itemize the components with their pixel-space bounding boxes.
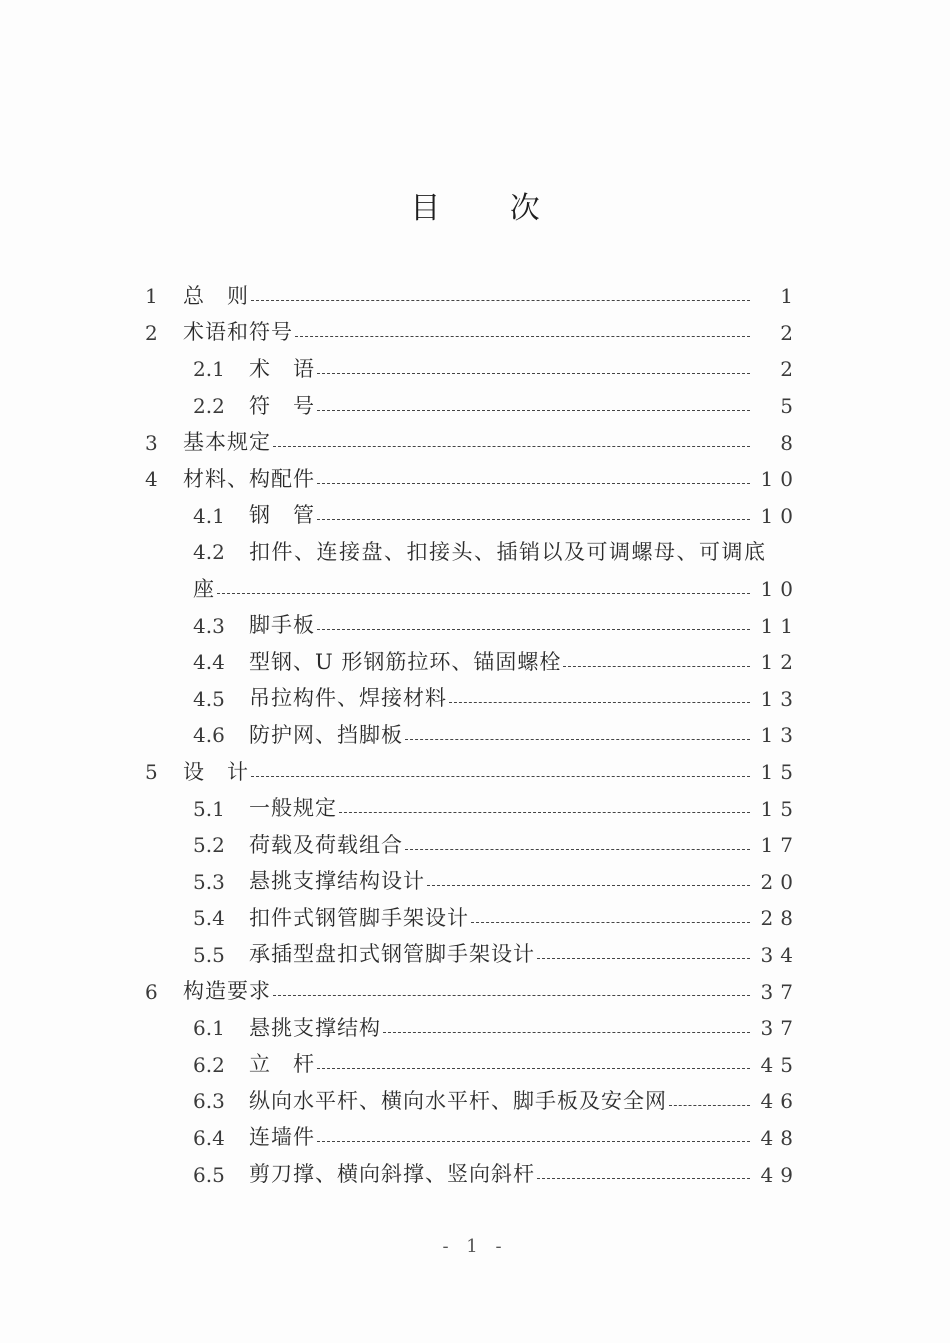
table-of-contents (0, 278, 950, 1193)
toc-entry-label: 悬挑支撑结构 (249, 1015, 381, 1040)
toc-entry-label: 扣件、连接盘、扣接头、插销以及可调螺母、可调底 (249, 539, 767, 564)
dot-leader (449, 702, 750, 703)
toc-entry-4-5[interactable] (0, 681, 950, 718)
toc-entry-label: 材料、构配件 (183, 466, 315, 491)
toc-entry-label: 总 则 (183, 283, 249, 308)
dot-leader (471, 922, 750, 923)
toc-entry-label: 符 号 (249, 393, 315, 418)
toc-entry-number: 4.4 (193, 650, 225, 675)
toc-entry-label: 纵向水平杆、横向水平杆、脚手板及安全网 (249, 1088, 667, 1113)
dot-leader (295, 336, 750, 337)
toc-entry-4-4[interactable] (0, 644, 950, 681)
toc-entry-5-5[interactable] (0, 937, 950, 974)
dot-leader (563, 666, 750, 667)
toc-entry-2-2[interactable] (0, 388, 950, 425)
toc-entry-2[interactable] (0, 315, 950, 352)
toc-entry-4-2[interactable] (0, 534, 950, 571)
dot-leader (405, 739, 750, 740)
toc-entry-page: 34 (760, 942, 800, 967)
toc-entry-page: 28 (760, 906, 800, 931)
toc-entry-6[interactable] (0, 973, 950, 1010)
dot-leader (251, 300, 750, 301)
toc-entry-number: 4.1 (193, 503, 225, 528)
toc-entry-number: 5.5 (193, 942, 225, 967)
toc-entry-number: 6.4 (193, 1125, 225, 1150)
toc-entry-page: 10 (760, 503, 800, 528)
toc-entry-page: 48 (760, 1125, 800, 1150)
toc-entry-label: 承插型盘扣式钢管脚手架设计 (249, 942, 535, 967)
toc-entry-number: 5.1 (193, 796, 225, 821)
toc-entry-number: 6.1 (193, 1016, 225, 1041)
toc-entry-number: 4.2 (193, 540, 225, 565)
toc-entry-number: 5.4 (193, 906, 225, 931)
toc-entry-6-4[interactable] (0, 1120, 950, 1157)
toc-entry-label-continued: 座 (193, 576, 215, 601)
dot-leader (317, 629, 750, 630)
toc-entry-page: 20 (760, 869, 800, 894)
dot-leader (251, 776, 750, 777)
toc-entry-label: 剪刀撑、横向斜撑、竖向斜杆 (249, 1162, 535, 1187)
toc-entry-4[interactable] (0, 461, 950, 498)
toc-entry-label: 悬挑支撑结构设计 (249, 869, 425, 894)
toc-entry-1[interactable] (0, 278, 950, 315)
toc-entry-page: 2 (780, 320, 800, 345)
toc-entry-number: 6.5 (193, 1162, 225, 1187)
toc-entry-label: 型钢、U 形钢筋拉环、锚固螺栓 (249, 649, 562, 674)
toc-entry-label: 基本规定 (183, 430, 271, 455)
toc-entry-page: 13 (760, 686, 800, 711)
toc-entry-page: 15 (760, 760, 800, 785)
toc-entry-6-1[interactable] (0, 1010, 950, 1047)
toc-entry-number: 6 (145, 979, 158, 1004)
toc-entry-number: 6.3 (193, 1089, 225, 1114)
toc-entry-number: 1 (145, 284, 158, 309)
dot-leader (537, 958, 750, 959)
page-number-footer: - 1 - (442, 1236, 508, 1257)
dot-leader (217, 593, 750, 594)
toc-entry-number: 5.2 (193, 833, 225, 858)
toc-entry-5-4[interactable] (0, 900, 950, 937)
toc-entry-6-5[interactable] (0, 1156, 950, 1193)
toc-entry-page: 15 (760, 796, 800, 821)
toc-entry-label: 钢 管 (249, 503, 315, 528)
toc-entry-5-1[interactable] (0, 790, 950, 827)
toc-entry-number: 4 (145, 467, 158, 492)
toc-entry-label: 荷载及荷载组合 (249, 832, 403, 857)
dot-leader (317, 373, 750, 374)
toc-entry-number: 4.5 (193, 686, 225, 711)
toc-entry-3[interactable] (0, 424, 950, 461)
toc-entry-4-6[interactable] (0, 717, 950, 754)
toc-entry-page: 5 (780, 394, 800, 419)
toc-entry-4-1[interactable] (0, 498, 950, 535)
toc-entry-label: 防护网、挡脚板 (249, 722, 403, 747)
toc-entry-label: 术 语 (249, 356, 315, 381)
toc-entry-label: 立 杆 (249, 1052, 315, 1077)
toc-entry-number: 5 (145, 760, 158, 785)
toc-title: 目 次 (410, 191, 570, 226)
toc-entry-page: 8 (780, 430, 800, 455)
toc-entry-5-3[interactable] (0, 864, 950, 901)
toc-entry-4-2-continued[interactable] (0, 571, 950, 608)
toc-entry-label: 术语和符号 (183, 320, 293, 345)
toc-entry-label: 一般规定 (249, 796, 337, 821)
toc-entry-6-3[interactable] (0, 1083, 950, 1120)
toc-entry-number: 4.3 (193, 613, 225, 638)
toc-entry-number: 2.1 (193, 357, 225, 382)
dot-leader (669, 1105, 750, 1106)
toc-entry-label: 构造要求 (183, 979, 271, 1004)
toc-entry-page: 13 (760, 723, 800, 748)
toc-entry-number: 6.2 (193, 1052, 225, 1077)
toc-entry-page: 10 (760, 467, 800, 492)
dot-leader (273, 446, 750, 447)
toc-entry-page: 2 (780, 357, 800, 382)
toc-entry-page: 46 (760, 1089, 800, 1114)
toc-entry-number: 3 (145, 430, 158, 455)
dot-leader (317, 410, 750, 411)
toc-entry-page: 49 (760, 1162, 800, 1187)
dot-leader (317, 1068, 750, 1069)
toc-entry-number: 2.2 (193, 394, 225, 419)
dot-leader (317, 519, 750, 520)
toc-entry-label: 扣件式钢管脚手架设计 (249, 905, 469, 930)
toc-entry-page: 10 (760, 577, 800, 602)
toc-entry-5-2[interactable] (0, 827, 950, 864)
toc-entry-page: 1 (780, 284, 800, 309)
toc-entry-5[interactable] (0, 754, 950, 791)
toc-entry-2-1[interactable] (0, 351, 950, 388)
dot-leader (537, 1178, 750, 1179)
toc-entry-page: 12 (760, 650, 800, 675)
dot-leader (273, 995, 750, 996)
toc-entry-page: 37 (760, 979, 800, 1004)
dot-leader (383, 1032, 750, 1033)
toc-entry-4-3[interactable] (0, 607, 950, 644)
dot-leader (405, 849, 750, 850)
toc-entry-page: 17 (760, 833, 800, 858)
dot-leader (339, 812, 750, 813)
toc-entry-page: 11 (760, 613, 800, 638)
toc-entry-6-2[interactable] (0, 1046, 950, 1083)
toc-entry-number: 5.3 (193, 869, 225, 894)
toc-entry-number: 2 (145, 320, 158, 345)
toc-entry-label: 设 计 (183, 759, 249, 784)
toc-entry-label: 连墙件 (249, 1125, 315, 1150)
dot-leader (317, 1141, 750, 1142)
toc-entry-label: 吊拉构件、焊接材料 (249, 686, 447, 711)
toc-entry-page: 45 (760, 1052, 800, 1077)
dot-leader (317, 483, 750, 484)
toc-entry-label: 脚手板 (249, 613, 315, 638)
toc-entry-number: 4.6 (193, 723, 225, 748)
toc-entry-page: 37 (760, 1016, 800, 1041)
dot-leader (427, 885, 750, 886)
